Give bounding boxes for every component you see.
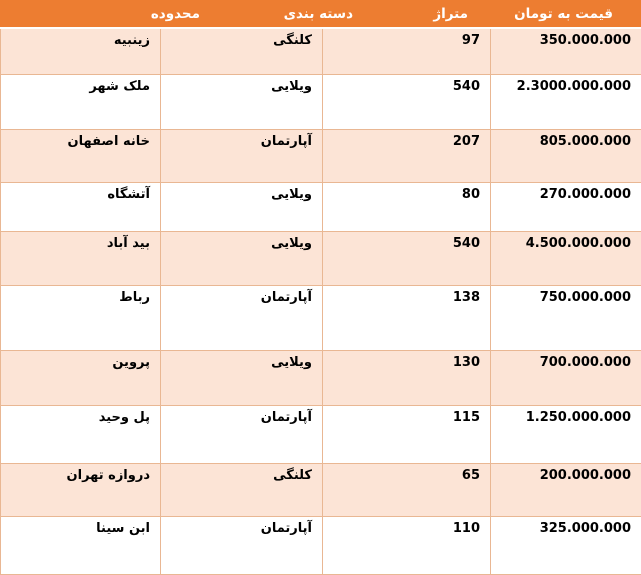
cell-category: آپارتمان <box>160 130 322 182</box>
cell-size-meterage: 110 <box>322 517 490 574</box>
column-header-size-meterage: متراژ <box>433 5 468 22</box>
cell-size-meterage: 540 <box>322 232 490 285</box>
cell-price-toman: 750.000.000 <box>490 286 641 350</box>
cell-category: ویلایی <box>160 351 322 405</box>
cell-size-meterage: 65 <box>322 464 490 516</box>
cell-price-toman: 325.000.000 <box>490 517 641 574</box>
cell-category: آپارتمان <box>160 286 322 350</box>
cell-area-name: بید آباد <box>0 232 160 285</box>
cell-area-name: پل وحید <box>0 406 160 463</box>
column-header-category: دسته بندی <box>283 5 353 22</box>
cell-size-meterage: 138 <box>322 286 490 350</box>
cell-category: آپارتمان <box>160 406 322 463</box>
cell-category: ویلایی <box>160 75 322 129</box>
cell-price-toman: 1.250.000.000 <box>490 406 641 463</box>
table-row <box>0 75 641 130</box>
cell-size-meterage: 207 <box>322 130 490 182</box>
table-row <box>0 464 641 517</box>
cell-category: آپارتمان <box>160 517 322 574</box>
cell-size-meterage: 80 <box>322 183 490 231</box>
cell-price-toman: 200.000.000 <box>490 464 641 516</box>
cell-price-toman: 350.000.000 <box>490 29 641 74</box>
table-row <box>0 29 641 75</box>
cell-area-name: ملک شهر <box>0 75 160 129</box>
cell-category: ویلایی <box>160 232 322 285</box>
cell-price-toman: 2.3000.000.000 <box>490 75 641 129</box>
table-header-row <box>0 0 641 29</box>
cell-price-toman: 270.000.000 <box>490 183 641 231</box>
cell-size-meterage: 115 <box>322 406 490 463</box>
cell-size-meterage: 540 <box>322 75 490 129</box>
cell-area-name: خانه اصفهان <box>0 130 160 182</box>
cell-size-meterage: 97 <box>322 29 490 74</box>
table-row <box>0 232 641 286</box>
cell-area-name: دروازه تهران <box>0 464 160 516</box>
table-row <box>0 517 641 575</box>
column-header-price-toman: قیمت به تومان <box>514 5 613 22</box>
table-row <box>0 286 641 351</box>
cell-category: ویلایی <box>160 183 322 231</box>
table-row <box>0 406 641 464</box>
cell-category: کلنگی <box>160 464 322 516</box>
table-body <box>0 29 641 575</box>
cell-area-name: ابن سینا <box>0 517 160 574</box>
cell-category: کلنگی <box>160 29 322 74</box>
cell-area-name: پروین <box>0 351 160 405</box>
cell-price-toman: 805.000.000 <box>490 130 641 182</box>
table-row <box>0 351 641 406</box>
cell-price-toman: 700.000.000 <box>490 351 641 405</box>
table-row <box>0 183 641 232</box>
table-row <box>0 130 641 183</box>
cell-area-name: آتشگاه <box>0 183 160 231</box>
cell-area-name: زینبیه <box>0 29 160 74</box>
cell-size-meterage: 130 <box>322 351 490 405</box>
cell-area-name: رباط <box>0 286 160 350</box>
cell-price-toman: 4.500.000.000 <box>490 232 641 285</box>
column-header-area: محدوده <box>150 5 200 22</box>
